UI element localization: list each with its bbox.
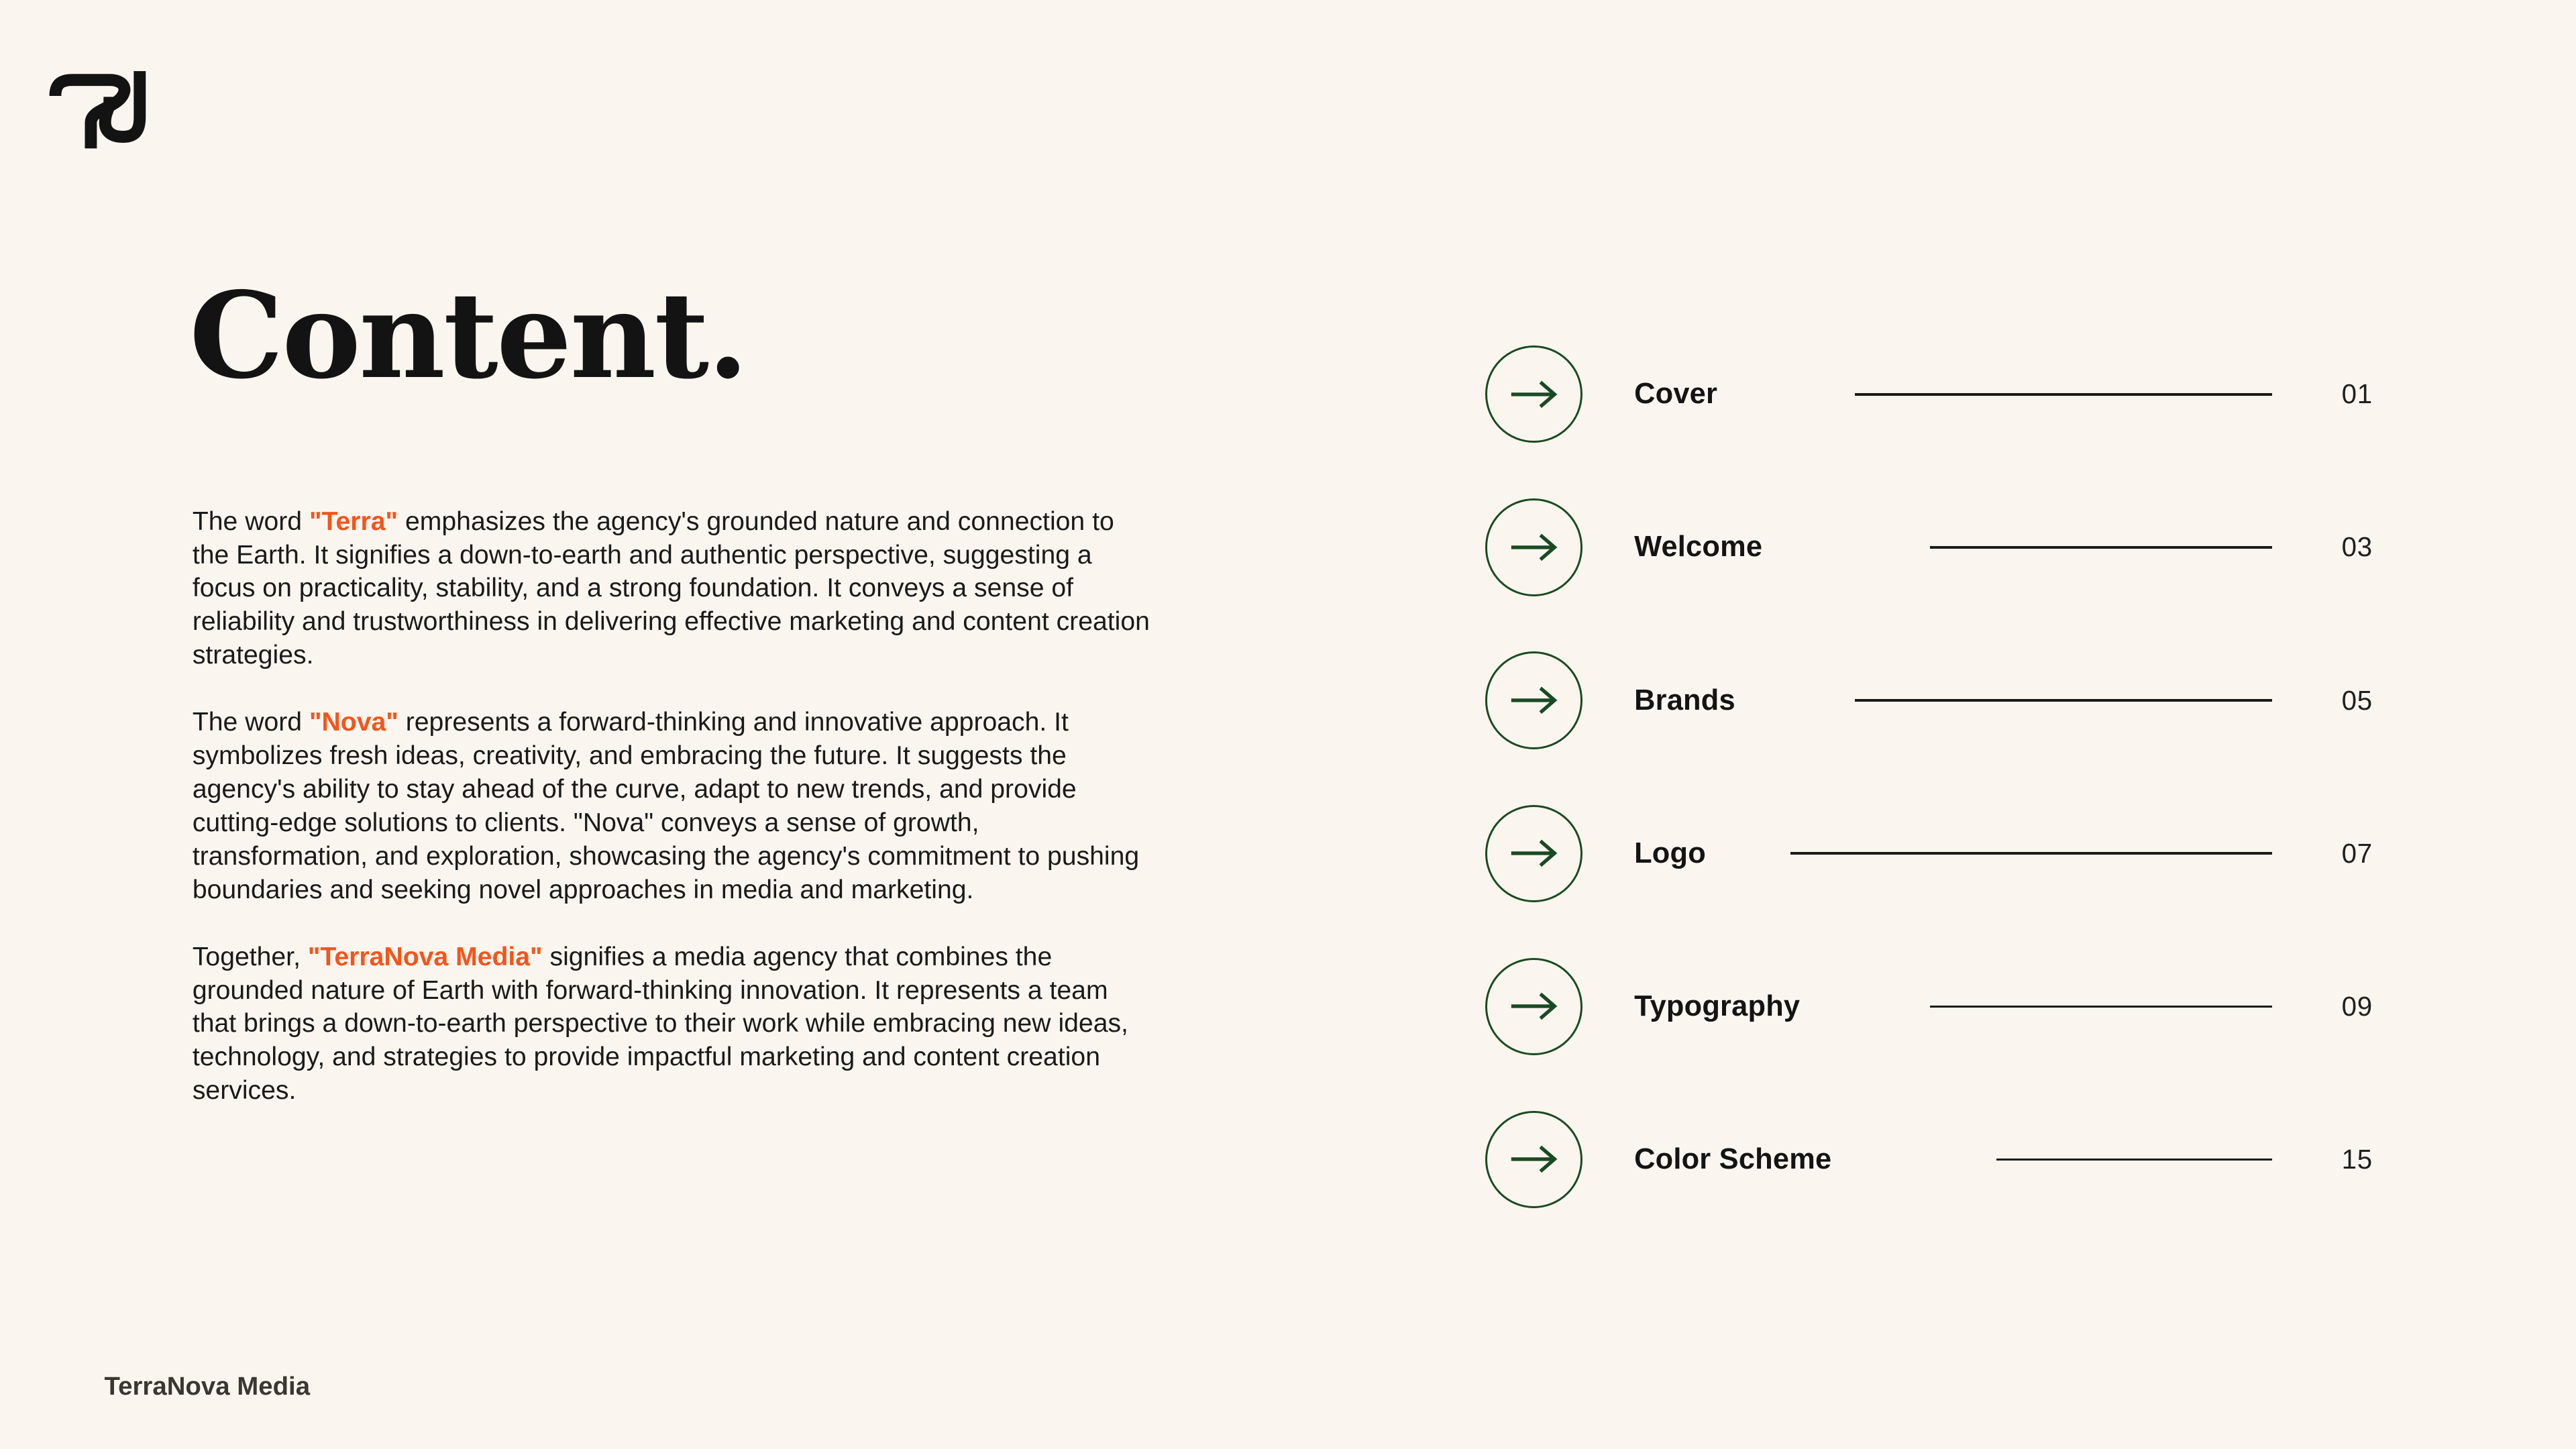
- table-of-contents: [1485, 345, 2373, 1208]
- toc-item-label: Logo: [1634, 837, 1706, 869]
- toc-page-number: 01: [2341, 378, 2373, 410]
- toc-leader-line: [1855, 393, 2272, 395]
- toc-number-column: [2272, 685, 2373, 716]
- toc-page-number: 09: [2341, 990, 2373, 1022]
- page-title: Content.: [189, 266, 747, 406]
- highlighted-term: "Terra": [309, 506, 398, 536]
- arrow-right-icon: [1509, 377, 1558, 412]
- text-run: emphasizes the agency's grounded nature and connection to the Earth. It signifies a down-to-earth and authentic perspective, suggesting a focus on practicality, stability, and a strong foundation. It conveys a sense of reliability and trustworthiness in delivering effective marketing and content creation strategies.: [192, 506, 1150, 670]
- toc-page-number: 15: [2341, 1143, 2373, 1175]
- toc-number-column: [2272, 378, 2373, 410]
- arrow-right-icon: [1509, 683, 1558, 718]
- toc-item-label: Brands: [1634, 684, 1735, 716]
- toc-leader-line: [1930, 1006, 2273, 1008]
- toc-leader-line: [1790, 852, 2272, 854]
- highlighted-term: "TerraNova Media": [307, 942, 543, 971]
- toc-number-column: [2272, 531, 2373, 563]
- tn-monogram-icon: [49, 66, 156, 154]
- toc-item-cover[interactable]: [1485, 345, 2373, 443]
- arrow-right-icon: [1509, 989, 1558, 1024]
- toc-page-number: 05: [2341, 684, 2373, 716]
- toc-item-label: Cover: [1634, 378, 1718, 411]
- toc-page-number: 03: [2341, 531, 2373, 563]
- arrow-circle-button[interactable]: [1485, 651, 1582, 749]
- toc-item-brands[interactable]: [1485, 651, 2373, 749]
- text-run: signifies a media agency that combines the grounded nature of Earth with forward-thinking innovation. It represents a team that brings a down-to-earth perspective to their work while embracing new ideas, technology, and strategies to provide impactful marketing and content creation services.: [192, 942, 1128, 1106]
- arrow-circle-button[interactable]: [1485, 1111, 1582, 1208]
- toc-item-typography[interactable]: [1485, 958, 2373, 1055]
- arrow-circle-button[interactable]: [1485, 498, 1582, 596]
- toc-leader-line: [1855, 699, 2272, 701]
- text-run: represents a forward-thinking and innovative approach. It symbolizes fresh ideas, creativity, and embracing the future. It suggests the agency's ability to stay ahead of the curve, adapt to new trends, and provide cutting-edge solutions to clients. "Nova" conveys a sense of growth, transformation, and exploration, showcasing the agency's commitment to pushing boundaries and seeking novel approaches in media and marketing.: [192, 708, 1140, 904]
- footer-brand-text: TerraNova Media: [104, 1371, 311, 1401]
- toc-number-column: [2272, 1144, 2373, 1175]
- toc-number-column: [2272, 991, 2373, 1022]
- arrow-right-icon: [1509, 1142, 1558, 1177]
- text-run: The word: [192, 708, 309, 737]
- body-paragraph: [193, 505, 1150, 673]
- body-paragraph: [193, 941, 1150, 1108]
- arrow-circle-button[interactable]: [1485, 805, 1582, 902]
- text-run: Together,: [192, 942, 308, 971]
- arrow-right-icon: [1509, 530, 1558, 565]
- toc-item-welcome[interactable]: [1485, 498, 2373, 596]
- highlighted-term: "Nova": [309, 708, 398, 737]
- toc-number-column: [2272, 838, 2373, 869]
- toc-item-label: Color Scheme: [1634, 1142, 1832, 1175]
- toc-item-logo[interactable]: [1485, 805, 2373, 902]
- toc-leader-line: [1996, 1159, 2272, 1161]
- terranova-logo: [49, 66, 156, 154]
- arrow-circle-button[interactable]: [1485, 345, 1582, 443]
- body-paragraph: [193, 706, 1150, 907]
- toc-leader-line: [1930, 546, 2273, 548]
- text-run: The word: [192, 506, 309, 536]
- body-copy: [193, 505, 1150, 1108]
- toc-page-number: 07: [2341, 837, 2373, 869]
- arrow-right-icon: [1509, 836, 1558, 871]
- toc-item-label: Welcome: [1634, 531, 1763, 564]
- toc-item-color-scheme[interactable]: [1485, 1111, 2373, 1208]
- arrow-circle-button[interactable]: [1485, 958, 1582, 1055]
- toc-item-label: Typography: [1634, 989, 1801, 1022]
